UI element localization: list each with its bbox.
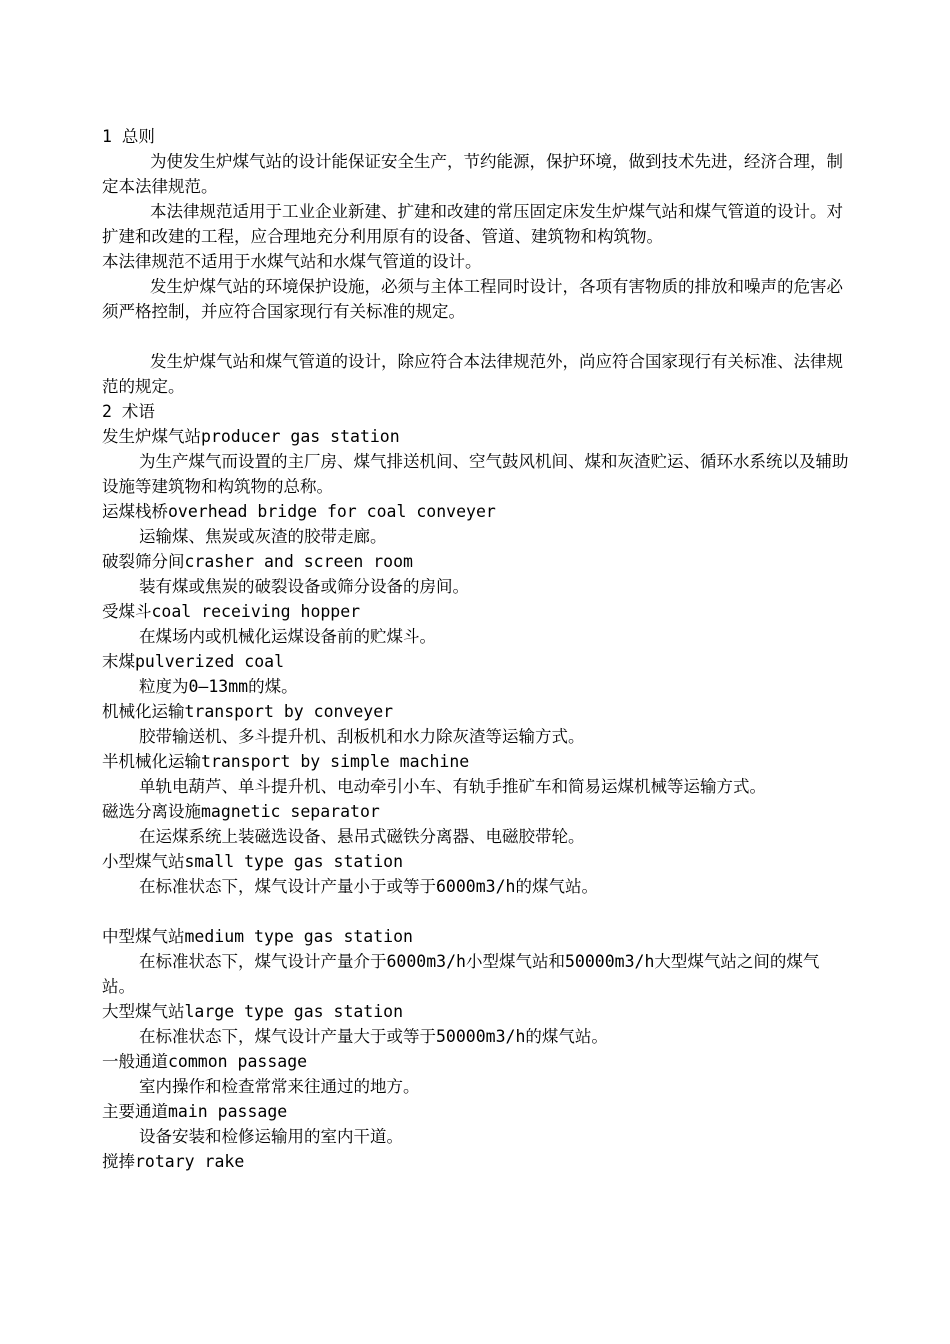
blank-line xyxy=(102,324,852,349)
term-title: 受煤斗coal receiving hopper xyxy=(102,602,361,621)
term-definition: 装有煤或焦炭的破裂设备或筛分设备的房间。 xyxy=(139,577,469,596)
paragraph: 发生炉煤气站的环境保护设施，必须与主体工程同时设计，各项有害物质的排放和噪声的危害必须严格控制，并应符合国家现行有关标准的规定。 xyxy=(102,277,843,321)
term-definition: 胶带输送机、多斗提升机、刮板机和水力除灰渣等运输方式。 xyxy=(139,727,585,746)
paragraph: 发生炉煤气站和煤气管道的设计，除应符合本法律规范外，尚应符合国家现行有关标准、法律规范的规定。 xyxy=(102,352,843,396)
term-title: 中型煤气站medium type gas station xyxy=(102,927,413,946)
term-title: 半机械化运输transport by simple machine xyxy=(102,752,470,771)
paragraph: 本法律规范适用于工业企业新建、扩建和改建的常压固定床发生炉煤气站和煤气管道的设计。对扩建和改建的工程，应合理地充分利用原有的设备、管道、建筑物和构筑物。 xyxy=(102,202,843,246)
term-definition: 粒度为0—13mm的煤。 xyxy=(139,677,298,696)
term-title: 一般通道common passage xyxy=(102,1052,308,1071)
term-title: 大型煤气站large type gas station xyxy=(102,1002,404,1021)
term-definition: 运输煤、焦炭或灰渣的胶带走廊。 xyxy=(139,527,387,546)
paragraph: 本法律规范不适用于水煤气站和水煤气管道的设计。 xyxy=(102,252,482,271)
term-definition: 在标准状态下，煤气设计产量小于或等于6000m3/h的煤气站。 xyxy=(139,877,598,896)
term-definition: 在标准状态下，煤气设计产量大于或等于50000m3/h的煤气站。 xyxy=(139,1027,608,1046)
paragraph: 为使发生炉煤气站的设计能保证安全生产，节约能源，保护环境，做到技术先进，经济合理，制定本法律规范。 xyxy=(102,152,843,196)
term-title: 磁选分离设施magnetic separator xyxy=(102,802,380,821)
term-title: 末煤pulverized coal xyxy=(102,652,285,671)
term-definition: 为生产煤气而设置的主厂房、煤气排送机间、空气鼓风机间、煤和灰渣贮运、循环水系统以及辅助设施等建筑物和构筑物的总称。 xyxy=(102,452,849,496)
term-title: 小型煤气站small type gas station xyxy=(102,852,404,871)
blank-line xyxy=(102,899,852,924)
section-heading-general: 1 总则 xyxy=(102,127,155,146)
term-title: 破裂筛分间crasher and screen room xyxy=(102,552,413,571)
term-title: 搅捧rotary rake xyxy=(102,1152,245,1171)
term-definition: 在运煤系统上装磁选设备、悬吊式磁铁分离器、电磁胶带轮。 xyxy=(139,827,585,846)
term-title: 机械化运输transport by conveyer xyxy=(102,702,394,721)
section-heading-terms: 2 术语 xyxy=(102,402,155,421)
term-title: 运煤栈桥overhead bridge for coal conveyer xyxy=(102,502,496,521)
term-definition: 在煤场内或机械化运煤设备前的贮煤斗。 xyxy=(139,627,436,646)
term-title: 主要通道main passage xyxy=(102,1102,288,1121)
document-body xyxy=(102,124,852,1174)
term-definition: 单轨电葫芦、单斗提升机、电动牵引小车、有轨手推矿车和简易运煤机械等运输方式。 xyxy=(139,777,766,796)
term-definition: 在标准状态下，煤气设计产量介于6000m3/h小型煤气站和50000m3/h大型煤气站之间的煤气站。 xyxy=(102,952,820,996)
term-title: 发生炉煤气站producer gas station xyxy=(102,427,400,446)
term-definition: 设备安装和检修运输用的室内干道。 xyxy=(139,1127,403,1146)
term-definition: 室内操作和检查常常来往通过的地方。 xyxy=(139,1077,420,1096)
